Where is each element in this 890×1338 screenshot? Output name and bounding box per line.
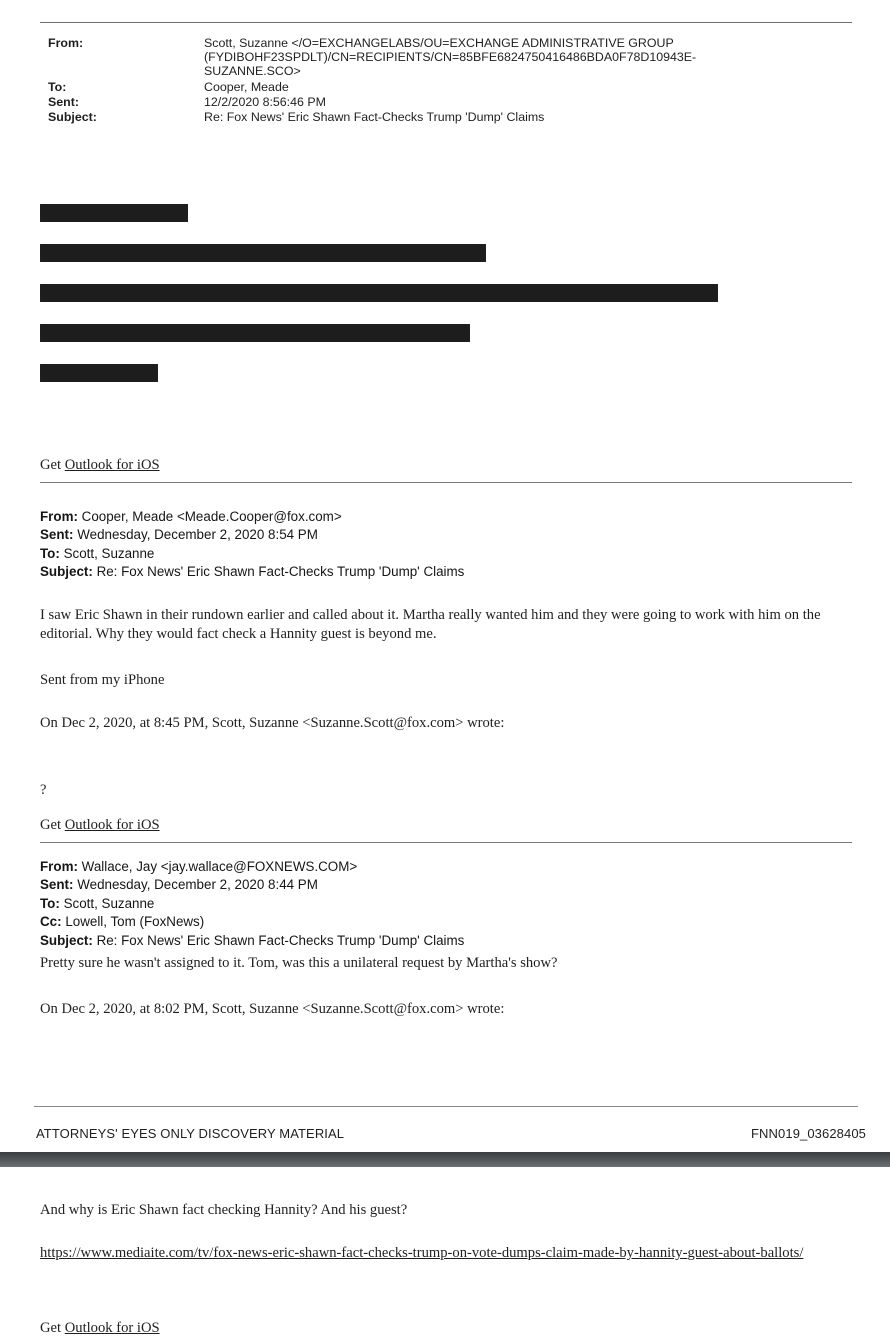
outlook-link[interactable]: Outlook for iOS <box>64 1320 160 1336</box>
redaction-bar <box>40 324 470 342</box>
quoted-subject-value: Re: Fox News' Eric Shawn Fact-Checks Trump 'Dump' Claims <box>96 564 465 580</box>
to-value: Cooper, Meade <box>204 79 289 94</box>
header-row-to <box>48 80 748 95</box>
footer-divider <box>34 1106 858 1107</box>
signature-prefix: Get <box>40 817 65 833</box>
redaction-bar <box>40 244 486 262</box>
from-value: Scott, Suzanne </O=EXCHANGELABS/OU=EXCHANGE ADMINISTRATIVE GROUP (FYDIBOHF23SPDLT)/CN=RECIPIENTS/CN=85BFE6824750416486BDA0F78D10943E-SUZANNE.SCO> <box>204 36 697 79</box>
quoted-from-line <box>40 508 464 526</box>
sent-label: Sent: <box>48 94 79 109</box>
quoted-sent-value: Wednesday, December 2, 2020 8:54 PM <box>77 527 318 543</box>
outlook-signature-3 <box>40 1319 160 1338</box>
quoted-body-2: Pretty sure he wasn't assigned to it. Tom, was this a unilateral request by Martha's show? <box>40 955 558 971</box>
quoted-sent-line <box>40 526 464 544</box>
quoted-sent-label: Sent: <box>40 877 74 893</box>
wrote-line-1: On Dec 2, 2020, at 8:45 PM, Scott, Suzanne <Suzanne.Scott@fox.com> wrote: <box>40 715 505 731</box>
mediaite-article-link[interactable] <box>40 1243 870 1264</box>
quoted-subject-label: Subject: <box>40 564 93 580</box>
subject-label: Subject: <box>48 110 97 125</box>
page-separator <box>0 1152 890 1167</box>
outlook-link[interactable]: Outlook for iOS <box>64 817 160 833</box>
quoted-from-value: Cooper, Meade <Meade.Cooper@fox.com> <box>81 509 342 524</box>
quoted-sent-line <box>40 876 464 894</box>
wrote-line-2: On Dec 2, 2020, at 8:02 PM, Scott, Suzanne <Suzanne.Scott@fox.com> wrote: <box>40 1001 505 1017</box>
quote-divider-1 <box>40 482 852 483</box>
sent-from-iphone-1: Sent from my iPhone <box>40 672 165 688</box>
quoted-sent-value: Wednesday, December 2, 2020 8:44 PM <box>77 877 318 893</box>
signature-prefix: Get <box>40 457 65 473</box>
header-row-sent <box>48 95 748 110</box>
redaction-bar <box>40 284 718 302</box>
confidentiality-notice: ATTORNEYS' EYES ONLY DISCOVERY MATERIAL <box>36 1126 345 1141</box>
quoted-cc-line <box>40 913 464 931</box>
quoted-cc-label: Cc: <box>40 914 62 930</box>
quoted-from-label: From: <box>40 859 78 874</box>
redaction-bar <box>40 204 188 222</box>
bates-number: FNN019_03628405 <box>751 1126 866 1141</box>
quoted-subject-label: Subject: <box>40 932 93 948</box>
quoted-from-line <box>40 858 464 876</box>
quoted-header-2 <box>40 858 464 950</box>
sent-value: 12/2/2020 8:56:46 PM <box>204 94 326 109</box>
quoted-header-1 <box>40 508 464 582</box>
quoted-to-label: To: <box>40 545 60 561</box>
header-row-from <box>48 36 748 80</box>
quoted-subject-value: Re: Fox News' Eric Shawn Fact-Checks Trump 'Dump' Claims <box>96 932 465 948</box>
page-two-body: And why is Eric Shawn fact checking Hannity? And his guest? <box>40 1202 408 1218</box>
outlook-link[interactable]: Outlook for iOS <box>64 457 160 473</box>
quoted-from-value: Wallace, Jay <jay.wallace@FOXNEWS.COM> <box>81 859 358 874</box>
quoted-subject-line <box>40 563 464 581</box>
question-mark-line: ? <box>40 782 47 798</box>
quoted-to-label: To: <box>40 895 60 911</box>
quoted-subject-line <box>40 932 464 950</box>
redaction-block <box>0 204 890 404</box>
quoted-to-line <box>40 895 464 913</box>
signature-prefix: Get <box>40 1320 65 1336</box>
outlook-signature-1 <box>40 456 160 475</box>
url-line-2: guest-about-ballots/ <box>687 1245 804 1261</box>
header-row-subject <box>48 110 748 125</box>
header-divider <box>40 22 852 23</box>
quoted-body-1: I saw Eric Shawn in their rundown earlier and called about it. Martha really wanted him and they were going to work with him on the editorial. Why they would fact check a Hannity guest is beyond me. <box>40 607 821 642</box>
quoted-to-value: Scott, Suzanne <box>63 895 155 911</box>
url-line-1: https://www.mediaite.com/tv/fox-news-eric-shawn-fact-checks-trump-on-vote-dumps-claim-made-by-hannity- <box>40 1245 688 1261</box>
from-label: From: <box>48 36 84 50</box>
to-label: To: <box>48 79 67 94</box>
email-header-table <box>48 36 748 125</box>
quote-divider-2 <box>40 842 852 843</box>
subject-value: Re: Fox News' Eric Shawn Fact-Checks Trump 'Dump' Claims <box>204 110 545 125</box>
outlook-signature-2 <box>40 816 160 835</box>
redaction-bar <box>40 364 158 382</box>
quoted-cc-value: Lowell, Tom (FoxNews) <box>65 914 205 930</box>
quoted-to-line <box>40 545 464 563</box>
quoted-sent-label: Sent: <box>40 527 74 543</box>
quoted-to-value: Scott, Suzanne <box>63 545 155 561</box>
quoted-from-label: From: <box>40 509 78 524</box>
